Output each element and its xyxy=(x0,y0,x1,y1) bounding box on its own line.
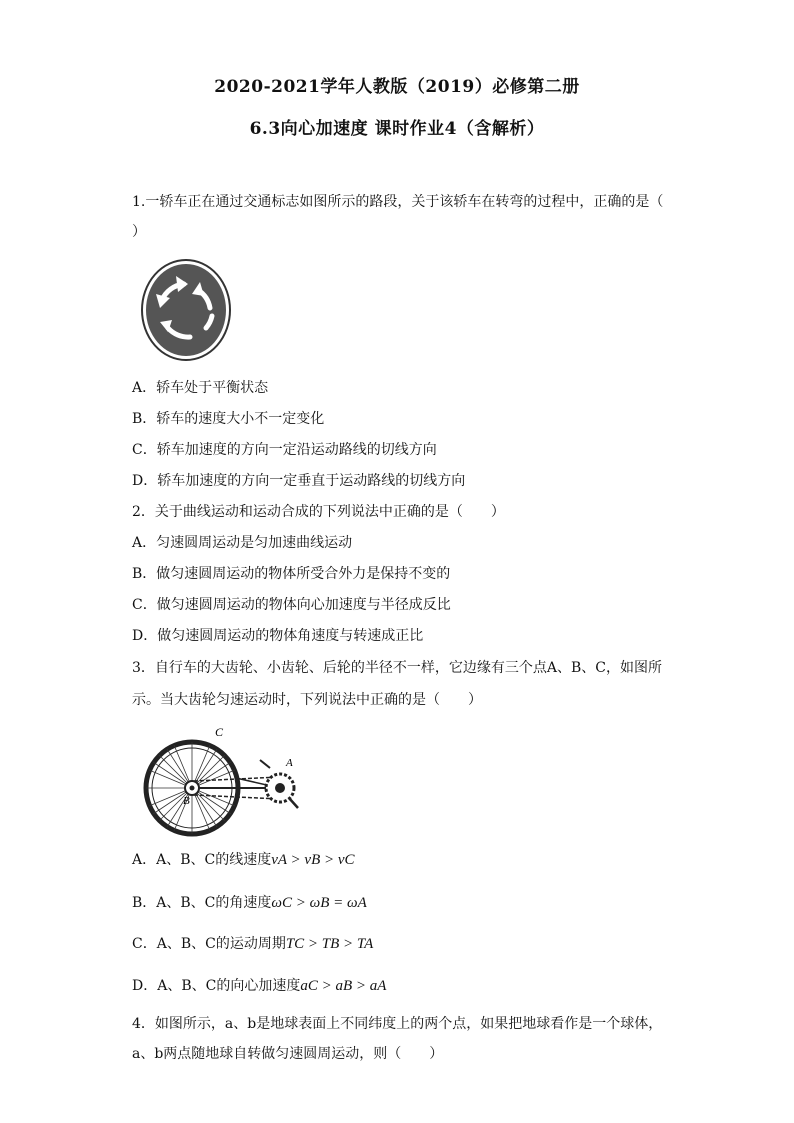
q2-option-c: C．做匀速圆周运动的物体向心加速度与半径成反比 xyxy=(132,597,451,613)
q2-option-b: B．做匀速圆周运动的物体所受合外力是保持不变的 xyxy=(132,566,451,582)
q1-option-d: D．轿车加速度的方向一定垂直于运动路线的切线方向 xyxy=(132,473,466,489)
q3-option-c-math: TC > TB > TA xyxy=(285,936,374,952)
q3-option-d-math: aC > aB > aA xyxy=(300,978,387,994)
title-line-2: 6.3向心加速度 课时作业4（含解析） xyxy=(249,119,545,139)
q3-option-b xyxy=(132,893,367,913)
title-line-1: 2020-2021学年人教版（2019）必修第二册 xyxy=(214,77,580,97)
label-c: C xyxy=(215,725,224,739)
q3-option-a-math: vA > vB > vC xyxy=(271,852,355,868)
q4-stem-line-1: 4．如图所示，a、b是地球表面上不同纬度上的两个点，如果把地球看作是一个球体， xyxy=(132,1016,663,1032)
q3-option-d xyxy=(132,976,386,996)
q3-option-c xyxy=(132,934,373,954)
q1-option-a: A．轿车处于平衡状态 xyxy=(132,380,269,396)
q3-option-c-text: C．A、B、C的运动周期 xyxy=(132,936,286,952)
q1-stem-line-1: 1.一轿车正在通过交通标志如图所示的路段，关于该轿车在转弯的过程中，正确的是（ xyxy=(132,194,664,210)
label-b: B xyxy=(183,795,190,807)
q3-option-b-math: ωC > ωB = ωA xyxy=(271,895,367,911)
q1-option-b: B．轿车的速度大小不一定变化 xyxy=(132,411,325,427)
q2-stem: 2．关于曲线运动和运动合成的下列说法中正确的是（ ） xyxy=(132,504,505,520)
q3-option-a xyxy=(132,850,355,870)
q2-option-a: A．匀速圆周运动是匀加速曲线运动 xyxy=(132,535,353,551)
q3-stem-line-1: 3．自行车的大齿轮、小齿轮、后轮的半径不一样，它边缘有三个点A、B、C，如图所 xyxy=(132,660,663,676)
q4-stem-line-2: a、b两点随地球自转做匀速圆周运动，则（ ） xyxy=(132,1046,444,1062)
q3-option-d-text: D．A、B、C的向心加速度 xyxy=(132,978,301,994)
label-a: A xyxy=(286,757,293,769)
q3-option-b-text: B．A、B、C的角速度 xyxy=(132,895,272,911)
bicycle-wheel-figure xyxy=(140,720,310,838)
q1-stem-line-2: ） xyxy=(132,224,146,240)
q1-option-c: C．轿车加速度的方向一定沿运动路线的切线方向 xyxy=(132,442,437,458)
q3-option-a-text: A．A、B、C的线速度 xyxy=(132,852,272,868)
q2-option-d: D．做匀速圆周运动的物体角速度与转速成正比 xyxy=(132,628,424,644)
q3-stem-line-2: 示。当大齿轮匀速运动时，下列说法中正确的是（ ） xyxy=(132,692,482,708)
roundabout-sign-figure xyxy=(140,258,232,362)
